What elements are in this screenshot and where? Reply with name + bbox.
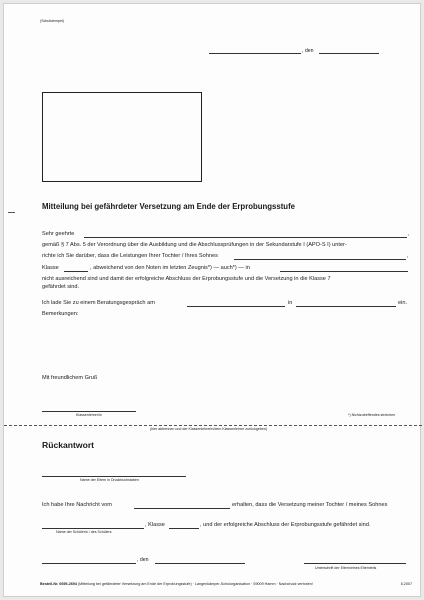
reply-place-line[interactable] — [42, 563, 136, 564]
student-name-reply-label: Name der Schülerin / des Schülers — [56, 530, 112, 534]
remarks-label: Bemerkungen: — [42, 311, 79, 317]
school-stamp-label: (Schulstempel) — [40, 19, 64, 23]
student-name-reply-line[interactable] — [42, 528, 144, 529]
klasse-line[interactable] — [64, 271, 88, 272]
form-page — [3, 3, 421, 597]
parents-name-line[interactable] — [42, 476, 186, 477]
form-title: Mitteilung bei gefährdeter Versetzung am Ende der Erprobungsstufe — [42, 202, 296, 211]
date-line[interactable] — [319, 53, 379, 54]
salutation-line[interactable] — [84, 237, 407, 238]
address-box — [42, 92, 202, 182]
comma: , — [408, 231, 410, 237]
klasse-label: Klasse — [42, 265, 59, 271]
subjects-line[interactable] — [280, 271, 408, 272]
footer-text: (Mitteilung bei gefährdeter Versetzung am Ende der Erprobungsstufe) · Langenkämper-Schulorganisation · 59009 Hamm · Nachdruck verboten! — [77, 582, 313, 586]
reply-title: Rückantwort — [42, 440, 95, 450]
invite-in-text: in — [288, 300, 293, 306]
paragraph-line-4: gefährdet sind. — [42, 284, 80, 290]
parent-signature-line[interactable] — [304, 563, 406, 564]
footer — [40, 582, 412, 586]
parents-name-label: Name der Eltern in Druckbuchstaben — [80, 478, 139, 482]
closing-text: Mit freundlichem Gruß — [42, 375, 98, 381]
teacher-signature-label: Klassenlehrer/in — [76, 413, 102, 417]
cut-line — [4, 425, 422, 426]
paragraph-line-3: nicht ausreichend sind und damit der erfolgreiche Abschluss der Erprobungsstufe und die Versetzung in die Klasse 7 — [42, 276, 331, 282]
invite-ein-text: ein. — [398, 300, 408, 306]
appointment-date-line[interactable] — [187, 306, 285, 307]
teacher-signature-line[interactable] — [42, 411, 136, 412]
parent-signature-label: Unterschrift der Eltern/eines Elternteils — [315, 566, 377, 570]
footer-date: 6.2007 — [400, 582, 412, 586]
reply-line-2-after: , und der erfolgreiche Abschluss der Erprobungsstufe gefährdet sind. — [200, 522, 371, 528]
message-date-line[interactable] — [134, 508, 230, 509]
invite-text: Ich lade Sie zu einem Beratungsgespräch am — [42, 300, 155, 306]
paragraph-line-2: richte ich Sie darüber, dass die Leistungen Ihrer Tochter / Ihres Sohnes — [42, 253, 218, 259]
place-line[interactable] — [209, 53, 301, 54]
salutation-text: Sehr geehrte — [42, 231, 75, 237]
appointment-place-line[interactable] — [296, 306, 396, 307]
reply-line-1: Ich habe Ihre Nachricht vom — [42, 502, 112, 508]
cut-note: (hier abtrennen und der Klassenlehrerin/dem Klassenlehrer zurückgeben) — [150, 427, 268, 431]
footnote-text: *) Nichtzutreffendes streichen — [348, 413, 396, 417]
comma-2: , — [407, 253, 409, 259]
reply-line-1-after: erhalten, dass die Versetzung meiner Tochter / meines Sohnes — [232, 502, 388, 508]
student-name-line[interactable] — [234, 259, 406, 260]
order-number: Bestell-Nr. 0695-2694 — [40, 582, 77, 586]
klasse-after-text: , abweichend von den Noten im letzten Zeugnis*) — auch*) — in — [90, 265, 250, 271]
reply-klasse-label: , Klasse — [145, 522, 165, 528]
fold-mark — [8, 212, 15, 213]
reply-date-line[interactable] — [155, 563, 245, 564]
paragraph-line-1: gemäß § 7 Abs. 5 der Verordnung über die Ausbildung und die Abschlussprüfungen in der Sekundarstufe I (APO-S I) unter- — [42, 242, 347, 248]
reply-den-label: , den — [137, 557, 149, 563]
den-label: , den — [302, 48, 314, 54]
reply-klasse-line[interactable] — [169, 528, 199, 529]
